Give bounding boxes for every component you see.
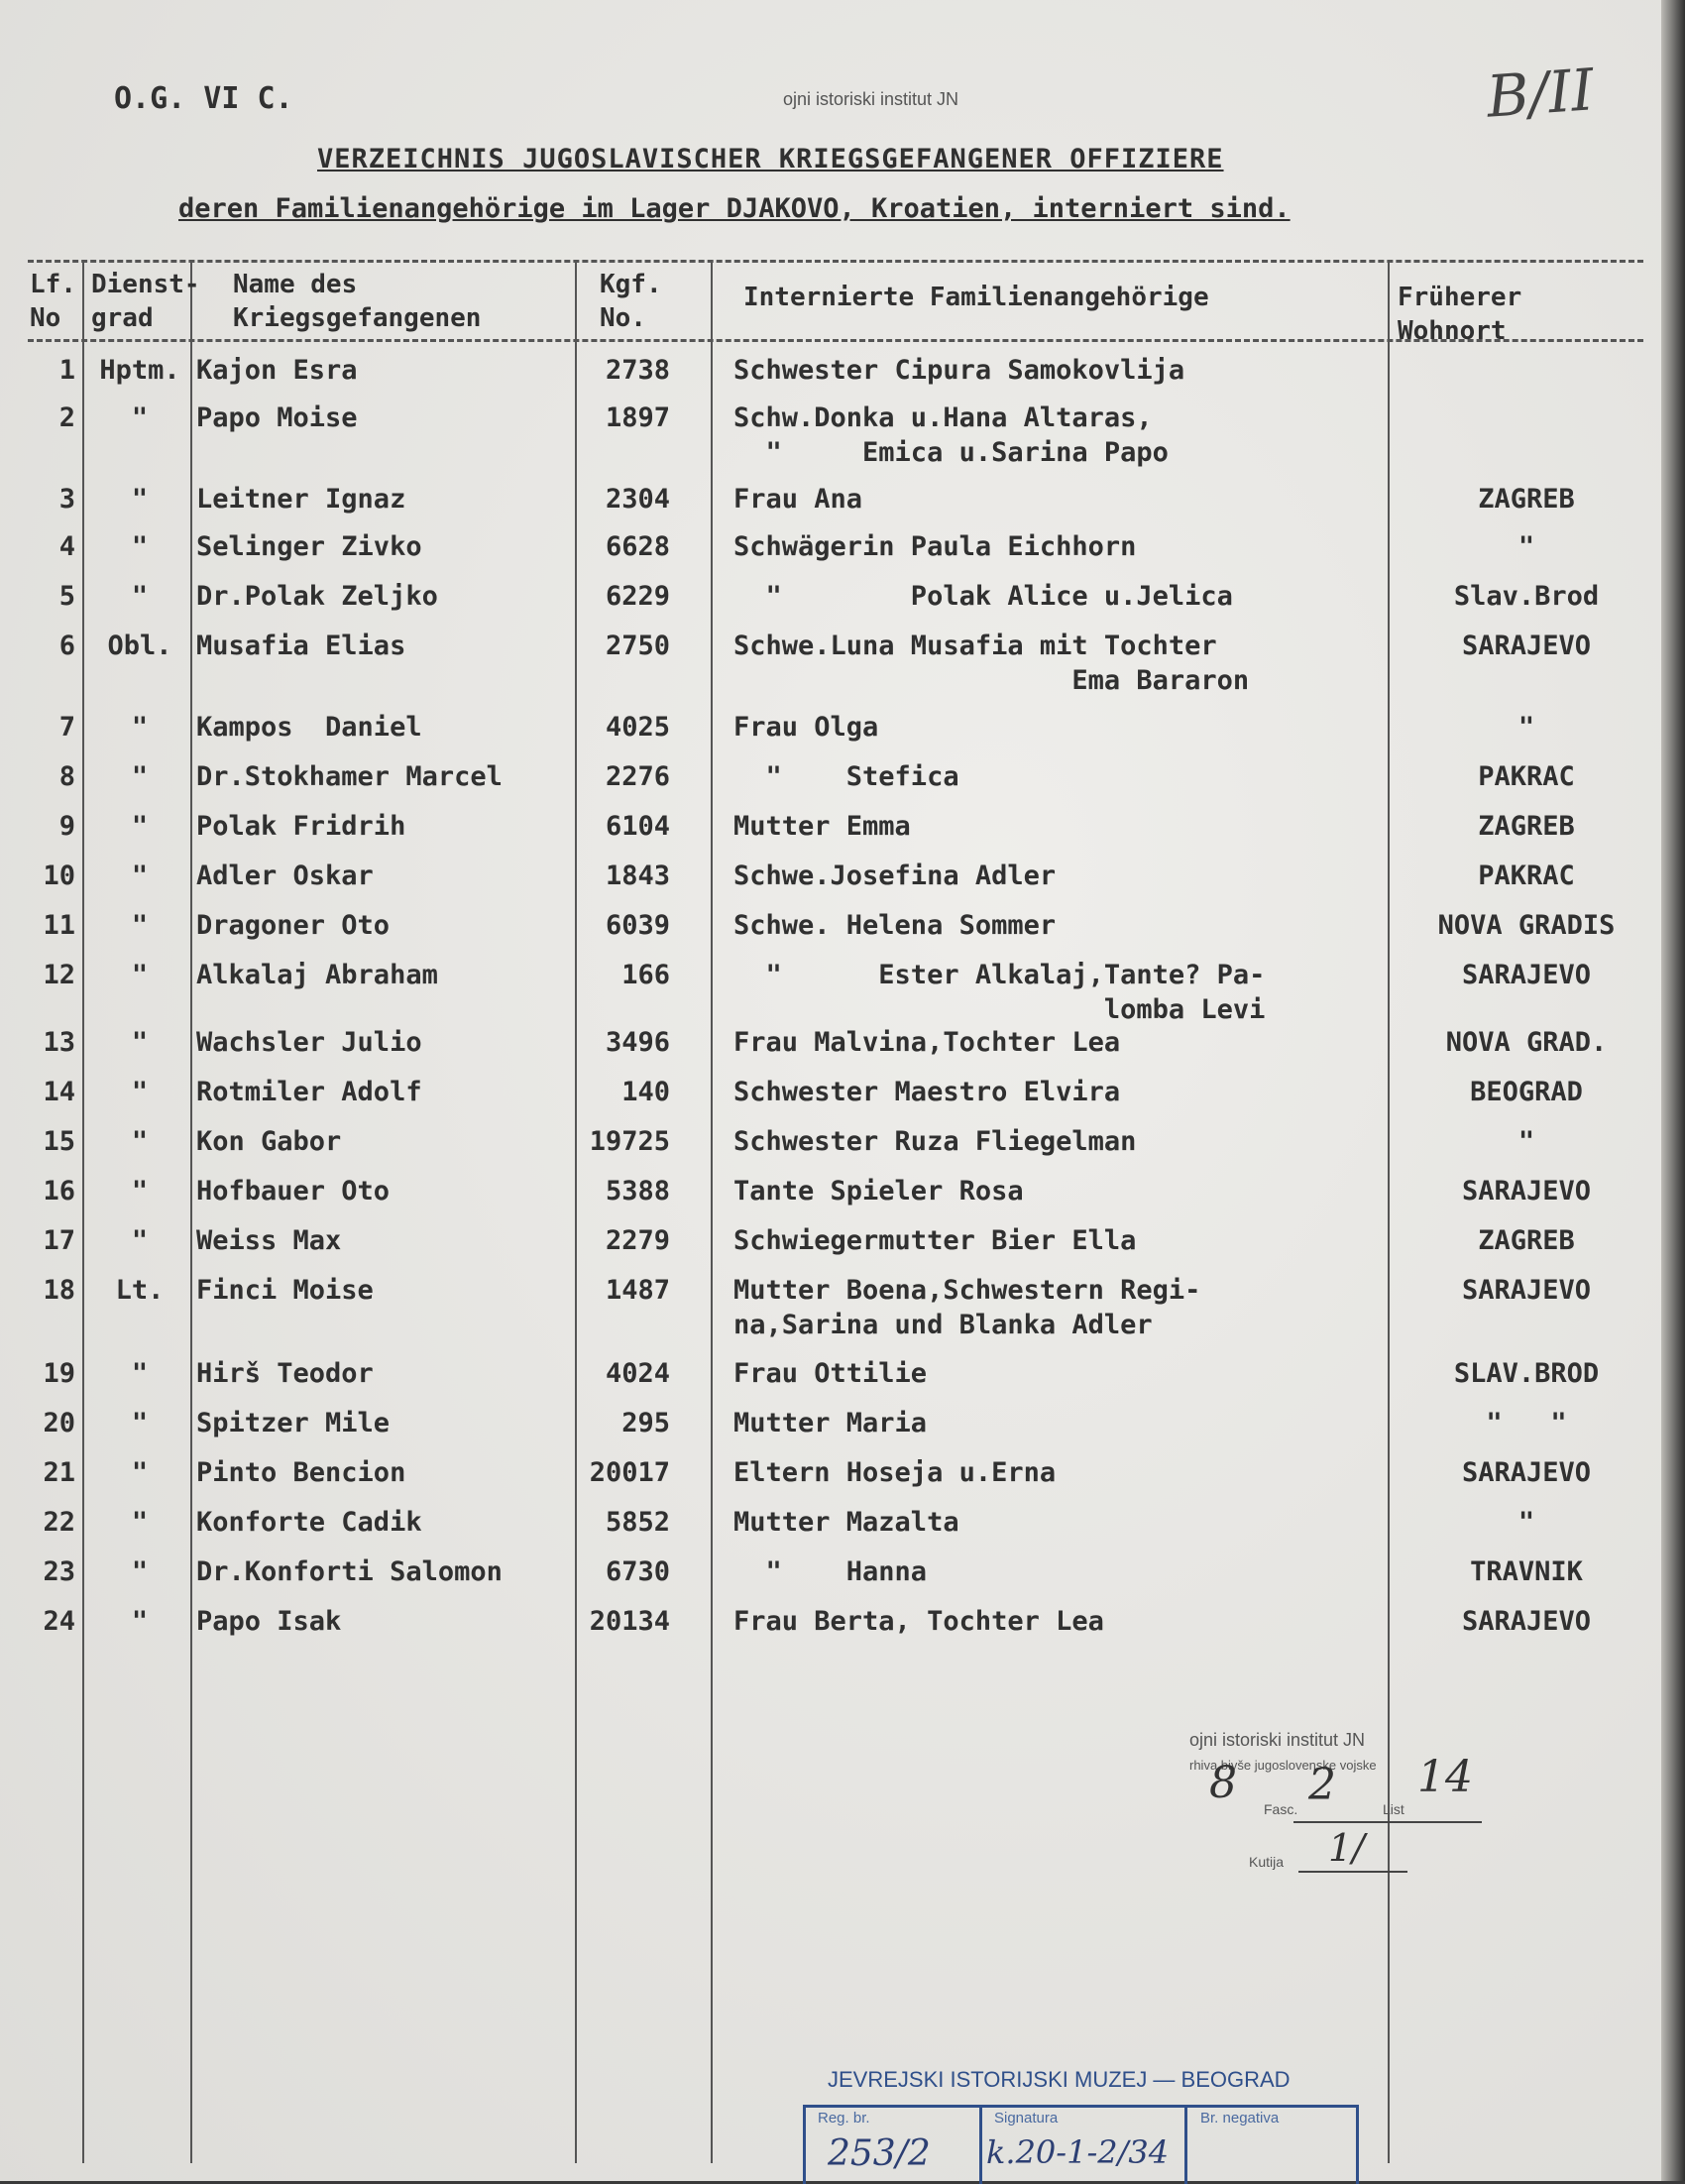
cell-family: Frau Ana [733, 484, 863, 515]
fasc-number: 2 [1308, 1760, 1336, 1810]
cell-kgf: 4025 [605, 712, 670, 743]
kutija-value: 1/ [1328, 1826, 1365, 1870]
cell-grad: " [131, 1225, 149, 1256]
archive-stamp-line2: rhiva bivše jugoslovenske vojske [1189, 1758, 1377, 1773]
cell-wohnort: SARAJEVO [1461, 960, 1592, 990]
cell-wohnort: NOVA GRADIS [1437, 910, 1616, 941]
cell-wohnort: SLAV.BROD [1453, 1358, 1600, 1389]
cell-name: Alkalaj Abraham [196, 960, 438, 990]
header-grad: Dienst- grad [91, 270, 200, 333]
cell-name: Wachsler Julio [196, 1027, 422, 1058]
cell-kgf: 1843 [605, 861, 670, 891]
cell-name: Dr.Stokhamer Marcel [196, 761, 503, 792]
museum-stamp [803, 2067, 1358, 2181]
cell-kgf: 5852 [605, 1507, 670, 1538]
cell-grad: " [131, 1358, 149, 1389]
cell-grad: " [131, 960, 149, 990]
cell-kgf: 2276 [605, 761, 670, 792]
list-label: List [1383, 1801, 1404, 1817]
cell-wohnort: BEOGRAD [1470, 1077, 1583, 1107]
cell-grad: Lt. [115, 1275, 165, 1306]
archive-stamp-top: ojni istoriski institut JN [783, 89, 959, 109]
cell-name: Finci Moise [196, 1275, 374, 1306]
cell-no: 4 [58, 531, 75, 562]
cell-grad: " [131, 1027, 149, 1058]
cell-grad: " [131, 1176, 149, 1207]
cell-name: Rotmiler Adolf [196, 1077, 422, 1107]
museum-stamp-title: JEVREJSKI ISTORIJSKI MUZEJ — BEOGRAD [828, 2067, 1291, 2092]
cell-wohnort: SARAJEVO [1461, 1275, 1592, 1306]
cell-wohnort: " [1517, 1126, 1535, 1157]
cell-grad: " [131, 910, 149, 941]
stamp-separator [1184, 2108, 1187, 2184]
cell-wohnort: SARAJEVO [1461, 1176, 1592, 1207]
cell-kgf: 6628 [605, 531, 670, 562]
cell-family: " Ester Alkalaj,Tante? Pa- lomba Levi [765, 960, 1266, 1025]
cell-name: Papo Moise [196, 402, 358, 433]
cell-kgf: 4024 [605, 1358, 670, 1389]
cell-family: " Stefica [733, 761, 959, 792]
fasc-label: Fasc. [1264, 1801, 1298, 1817]
cell-no: 5 [58, 581, 75, 612]
cell-family: Schwägerin Paula Eichhorn [733, 531, 1137, 562]
cell-kgf: 20134 [589, 1606, 670, 1637]
cell-family: Schwe.Josefina Adler [733, 861, 1057, 891]
cell-grad: " [131, 402, 149, 433]
cell-name: Kajon Esra [196, 355, 358, 386]
cell-family: Frau Berta, Tochter Lea [733, 1606, 1104, 1637]
cell-grad: Obl. [107, 631, 172, 661]
header-kgf: Kgf. No. [600, 270, 662, 333]
header-name: Name des Kriegsgefangenen [233, 270, 482, 333]
cell-no: 3 [58, 484, 75, 515]
signatura-value: k.20-1-2/34 [986, 2133, 1170, 2171]
column-divider [82, 260, 84, 2163]
column-divider [711, 260, 713, 2163]
cell-grad: " [131, 1507, 149, 1538]
cell-no: 16 [43, 1176, 75, 1207]
cell-family: Schw.Donka u.Hana Altaras, " Emica u.Sarina Papo [733, 402, 1169, 468]
cell-grad: " [131, 1606, 149, 1637]
museum-stamp-grid [803, 2105, 1359, 2184]
cell-name: Kon Gabor [196, 1126, 342, 1157]
cell-grad: " [131, 761, 149, 792]
cell-wohnort: " [1517, 712, 1535, 743]
cell-name: Pinto Bencion [196, 1457, 406, 1488]
cell-no: 13 [43, 1027, 75, 1058]
cell-family: Frau Olga [733, 712, 879, 743]
cell-wohnort: SARAJEVO [1461, 1606, 1592, 1637]
cell-no: 7 [58, 712, 75, 743]
cell-family: Schwiegermutter Bier Ella [733, 1225, 1137, 1256]
cell-grad: " [131, 1408, 149, 1438]
cell-name: Kampos Daniel [196, 712, 422, 743]
cell-no: 23 [43, 1556, 75, 1587]
scan-edge [1661, 0, 1685, 2181]
cell-kgf: 19725 [589, 1126, 670, 1157]
cell-wohnort: " [1517, 1507, 1535, 1538]
cell-wohnort: ZAGREB [1478, 484, 1575, 515]
cell-grad: " [131, 581, 149, 612]
cell-kgf: 1897 [605, 402, 670, 433]
cell-family: Mutter Emma [733, 811, 911, 842]
cell-kgf: 6104 [605, 811, 670, 842]
cell-wohnort: ZAGREB [1478, 1225, 1575, 1256]
cell-grad: " [131, 484, 149, 515]
cell-no: 14 [43, 1077, 75, 1107]
cell-family: " Polak Alice u.Jelica [733, 581, 1233, 612]
cell-no: 19 [43, 1358, 75, 1389]
header-no: Lf. No [30, 270, 76, 333]
column-divider [190, 260, 192, 2163]
cell-wohnort: SARAJEVO [1461, 631, 1592, 661]
kutija-label: Kutija [1249, 1854, 1285, 1870]
stamp-separator [979, 2108, 982, 2184]
corner-handwritten-mark: B/II [1484, 56, 1597, 131]
cell-kgf: 1487 [605, 1275, 670, 1306]
cell-kgf: 2279 [605, 1225, 670, 1256]
cell-name: Dr.Polak Zeljko [196, 581, 438, 612]
cell-kgf: 6039 [605, 910, 670, 941]
cell-grad: " [131, 861, 149, 891]
cell-family: Schwester Maestro Elvira [733, 1077, 1121, 1107]
cell-wohnort: ZAGREB [1478, 811, 1575, 842]
cell-family: " Hanna [733, 1556, 928, 1587]
cell-no: 1 [58, 355, 75, 386]
list-number: 14 [1417, 1752, 1473, 1802]
cell-grad: " [131, 1126, 149, 1157]
cell-no: 12 [43, 960, 75, 990]
cell-kgf: 5388 [605, 1176, 670, 1207]
cell-family: Frau Malvina,Tochter Lea [733, 1027, 1121, 1058]
archive-stamp [1189, 1730, 1507, 1889]
cell-wohnort: PAKRAC [1478, 861, 1575, 891]
cell-name: Papo Isak [196, 1606, 342, 1637]
cell-kgf: 295 [621, 1408, 670, 1438]
cell-kgf: 6730 [605, 1556, 670, 1587]
cell-no: 11 [43, 910, 75, 941]
document-title: VERZEICHNIS JUGOSLAVISCHER KRIEGSGEFANGENER OFFIZIERE [317, 144, 1224, 174]
cell-kgf: 2738 [605, 355, 670, 386]
cell-name: Spitzer Mile [196, 1408, 391, 1438]
cell-family: Mutter Mazalta [733, 1507, 959, 1538]
cell-grad: " [131, 1077, 149, 1107]
cell-name: Hofbauer Oto [196, 1176, 391, 1207]
cell-no: 2 [58, 402, 75, 433]
cell-name: Musafia Elias [196, 631, 406, 661]
cell-name: Polak Fridrih [196, 811, 406, 842]
reg-label: Reg. br. [818, 2110, 870, 2127]
cell-family: Eltern Hoseja u.Erna [733, 1457, 1057, 1488]
cell-name: Dr.Konforti Salomon [196, 1556, 503, 1587]
header-family: Internierte Familienangehörige [743, 283, 1209, 312]
cell-grad: " [131, 712, 149, 743]
cell-wohnort: TRAVNIK [1470, 1556, 1583, 1587]
cell-grad: Hptm. [99, 355, 180, 386]
cell-wohnort: SARAJEVO [1461, 1457, 1592, 1488]
cell-family: Schwester Cipura Samokovlija [733, 355, 1185, 386]
cell-grad: " [131, 811, 149, 842]
cell-wohnort: " [1517, 531, 1535, 562]
cell-grad: " [131, 531, 149, 562]
cell-kgf: 2304 [605, 484, 670, 515]
cell-kgf: 2750 [605, 631, 670, 661]
stamp-underline [1293, 1821, 1482, 1823]
cell-family: Schwe. Helena Sommer [733, 910, 1057, 941]
stamp-underline [1298, 1871, 1407, 1873]
kutija-number: 8 [1209, 1758, 1237, 1808]
cell-kgf: 166 [621, 960, 670, 990]
cell-no: 21 [43, 1457, 75, 1488]
cell-wohnort: PAKRAC [1478, 761, 1575, 792]
cell-grad: " [131, 1556, 149, 1587]
cell-name: Konforte Cadik [196, 1507, 422, 1538]
header-top-rule [28, 260, 1643, 263]
column-divider [575, 260, 577, 2163]
cell-name: Selinger Zivko [196, 531, 422, 562]
cell-name: Hirš Teodor [196, 1358, 374, 1389]
cell-name: Weiss Max [196, 1225, 342, 1256]
negativ-label: Br. negativa [1200, 2110, 1280, 2127]
cell-family: Schwester Ruza Fliegelman [733, 1126, 1137, 1157]
cell-no: 18 [43, 1275, 75, 1306]
cell-no: 10 [43, 861, 75, 891]
cell-family: Tante Spieler Rosa [733, 1176, 1024, 1207]
cell-no: 22 [43, 1507, 75, 1538]
cell-family: Mutter Maria [733, 1408, 928, 1438]
cell-no: 9 [58, 811, 75, 842]
cell-family: Schwe.Luna Musafia mit Tochter Ema Bararon [733, 631, 1250, 696]
cell-wohnort: " " [1486, 1408, 1567, 1438]
cell-no: 17 [43, 1225, 75, 1256]
reg-value: 253/2 [828, 2133, 931, 2174]
cell-kgf: 3496 [605, 1027, 670, 1058]
cell-kgf: 20017 [589, 1457, 670, 1488]
cell-name: Dragoner Oto [196, 910, 391, 941]
document-subtitle: deren Familienangehörige im Lager DJAKOVO, Kroatien, interniert sind. [178, 193, 1291, 224]
cell-kgf: 140 [621, 1077, 670, 1107]
cell-no: 15 [43, 1126, 75, 1157]
cell-no: 6 [58, 631, 75, 661]
cell-kgf: 6229 [605, 581, 670, 612]
cell-no: 24 [43, 1606, 75, 1637]
cell-name: Leitner Ignaz [196, 484, 406, 515]
cell-name: Adler Oskar [196, 861, 374, 891]
reference-code: O.G. VI C. [114, 81, 293, 116]
cell-no: 8 [58, 761, 75, 792]
cell-wohnort: NOVA GRAD. [1445, 1027, 1608, 1058]
archive-stamp-line1: ojni istoriski institut JN [1189, 1730, 1366, 1750]
cell-family: Mutter Boena,Schwestern Regi- na,Sarina und Blanka Adler [733, 1275, 1201, 1340]
signatura-label: Signatura [994, 2110, 1059, 2127]
cell-family: Frau Ottilie [733, 1358, 928, 1389]
cell-no: 20 [43, 1408, 75, 1438]
cell-grad: " [131, 1457, 149, 1488]
cell-wohnort: Slav.Brod [1453, 581, 1600, 612]
header-wohnort: Früherer Wohnort [1398, 283, 1522, 346]
